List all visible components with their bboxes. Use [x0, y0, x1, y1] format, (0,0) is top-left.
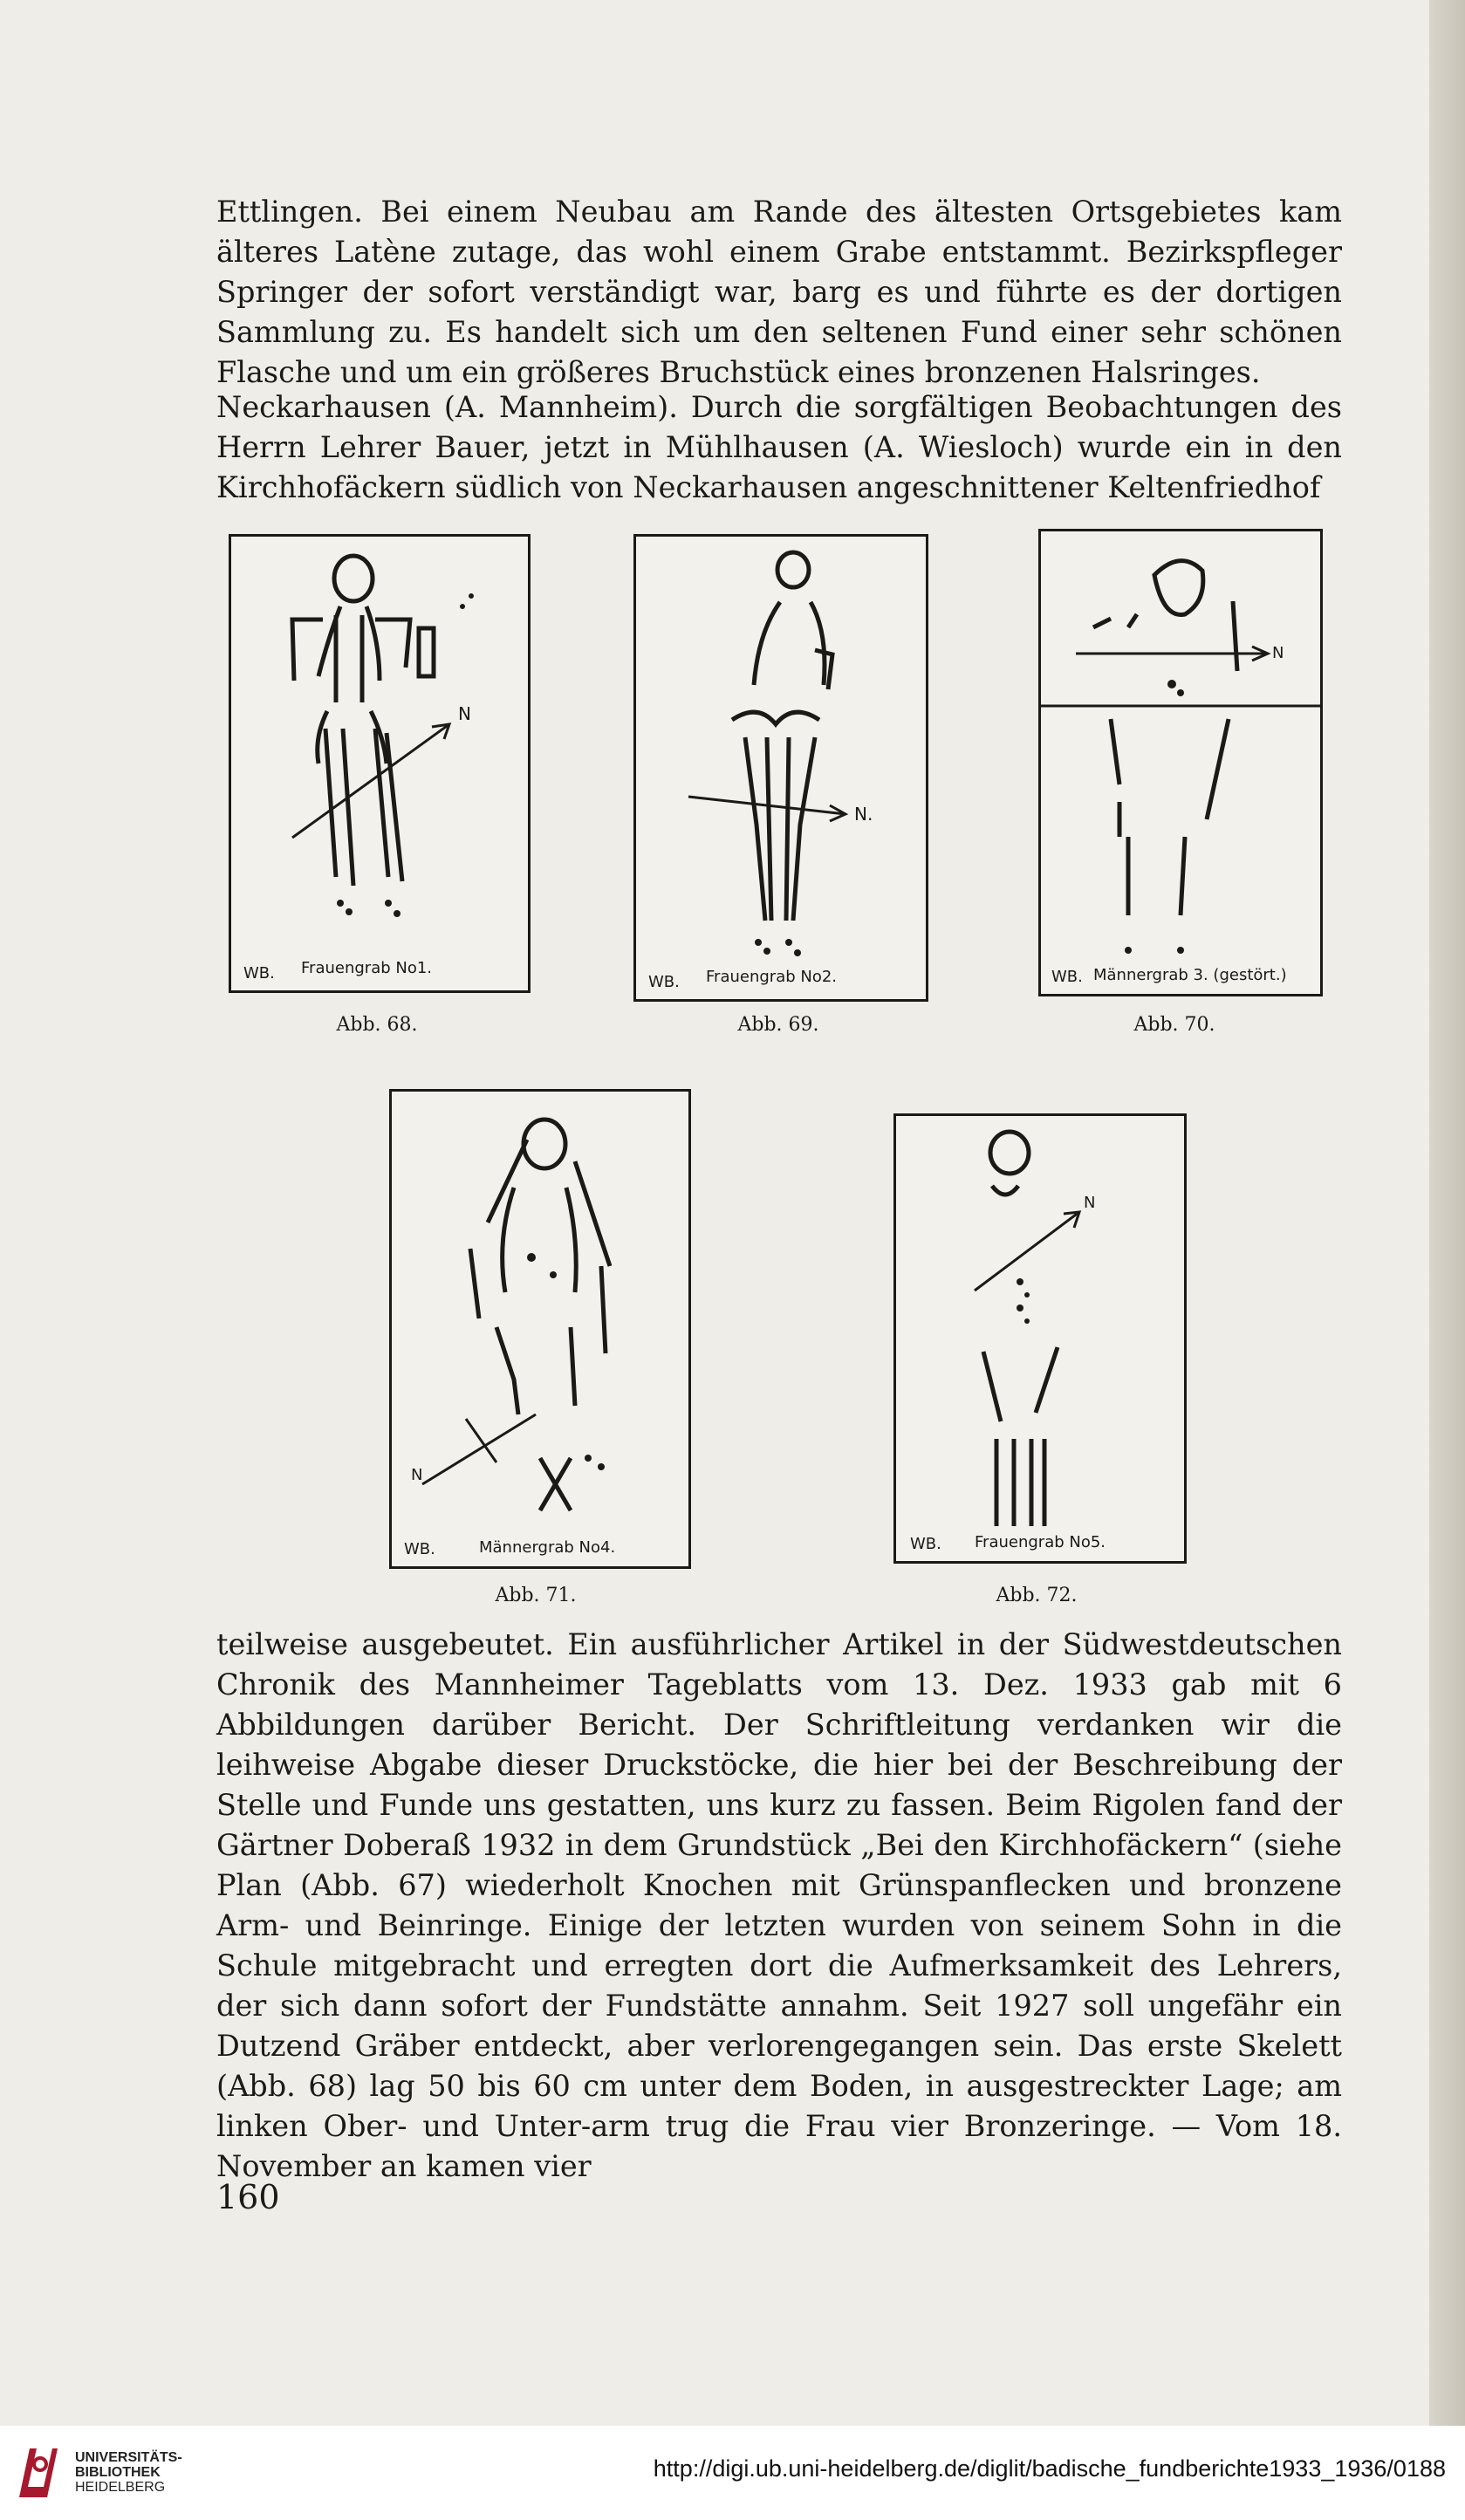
figure-initials: WB.	[243, 964, 275, 983]
figure-initials: WB.	[910, 1535, 941, 1553]
figure-grave-label: Männergrab No4.	[479, 1538, 616, 1557]
figure-abb-68	[229, 534, 531, 993]
figure-grave-label: Frauengrab No5.	[975, 1533, 1106, 1551]
figure-grave-label: Männergrab 3. (gestört.)	[1093, 966, 1287, 984]
skeleton-drawing	[392, 1092, 688, 1566]
page-number: 160	[216, 2178, 280, 2216]
digitization-footer	[0, 2426, 1465, 2520]
figure-abb-71	[389, 1089, 691, 1569]
skeleton-drawing	[636, 537, 926, 999]
figure-initials: WB.	[1051, 968, 1083, 986]
north-label: N	[458, 703, 471, 724]
library-line-2: BIBLIOTHEK	[75, 2465, 161, 2480]
figure-abb-72	[893, 1113, 1187, 1564]
caption-abb-72: Abb. 72.	[996, 1585, 1078, 1606]
figure-initials: WB.	[648, 973, 680, 991]
figure-grave-label: Frauengrab No1.	[301, 959, 433, 977]
paragraph-continuation: teilweise ausgebeutet. Ein ausführlicher Artikel in der Südwestdeutschen Chronik des Mannheimer Tageblatts vom 13. Dez. 1933 gab mit 6 Abbildungen darüber Bericht. Der Schriftleitung verdanken wir die leihweise Abgabe dieser Druckstöcke, die hier bei der Beschreibung der Stelle und Funde uns gestatten, uns kurz zu fassen. Beim Rigolen fand der Gärtner Doberaß 1932 in dem Grundstück „Bei den Kirchhofäckern“ (siehe Plan (Abb. 67) wiederholt Knochen mit Grünspanflecken und bronzene Arm- und Beinringe. Einige der letzten wurden von seinem Sohn in die Schule mitgebracht und erregten dort die Aufmerksamkeit des Lehrers, der sich dann sofort der Fundstätte annahm. Seit 1927 soll ungefähr ein Dutzend Gräber entdeckt, aber verlorengegangen sein. Das erste Skelett (Abb. 68) lag 50 bis 60 cm unter dem Boden, in ausgestreckter Lage; am linken Ober- und Unter-arm trug die Frau vier Bronzeringe. — Vom 18. November an kamen vier	[216, 1627, 1342, 2183]
skeleton-drawing	[231, 537, 528, 990]
figure-initials: WB.	[404, 1540, 435, 1558]
north-label: N.	[854, 804, 873, 825]
north-label: N	[411, 1466, 423, 1484]
caption-abb-71: Abb. 71.	[495, 1585, 577, 1606]
library-line-3: HEIDELBERG	[75, 2480, 166, 2495]
north-label: N	[1272, 644, 1284, 662]
skeleton-drawing	[1041, 531, 1320, 994]
library-logo-icon	[14, 2441, 61, 2503]
caption-abb-69: Abb. 69.	[737, 1014, 819, 1036]
caption-abb-68: Abb. 68.	[336, 1014, 418, 1036]
skeleton-drawing	[896, 1116, 1184, 1561]
figure-abb-69	[633, 534, 928, 1002]
figure-abb-70	[1038, 529, 1323, 996]
paragraph-neckarhausen: Neckarhausen (A. Mannheim). Durch die sorgfältigen Beobachtungen des Herrn Lehrer Bauer, jetzt in Mühlhausen (A. Wiesloch) wurde ein in den Kirchhofäckern südlich von Neckarhausen angeschnittener Keltenfriedhof	[216, 390, 1342, 504]
paragraph-ettlingen: Ettlingen. Bei einem Neubau am Rande des ältesten Ortsgebietes kam älteres Latène zutage, das wohl einem Grabe entstammt. Bezirkspfleger Springer der sofort verständigt war, barg es und führte es der dortigen Sammlung zu. Es handelt sich um den seltenen Fund einer sehr schönen Flasche und um ein größeres Bruchstück eines bronzenen Halsringes.	[216, 195, 1342, 389]
library-name	[75, 2450, 182, 2495]
page-edge-shadow	[1429, 0, 1465, 2426]
caption-abb-70: Abb. 70.	[1133, 1014, 1215, 1036]
library-line-1: UNIVERSITÄTS-	[75, 2450, 182, 2465]
figure-grave-label: Frauengrab No2.	[706, 968, 838, 986]
north-label: N	[1084, 1194, 1096, 1212]
source-url-link[interactable]: http://digi.ub.uni-heidelberg.de/diglit/badische_fundberichte1933_1936/0188	[653, 2455, 1446, 2482]
